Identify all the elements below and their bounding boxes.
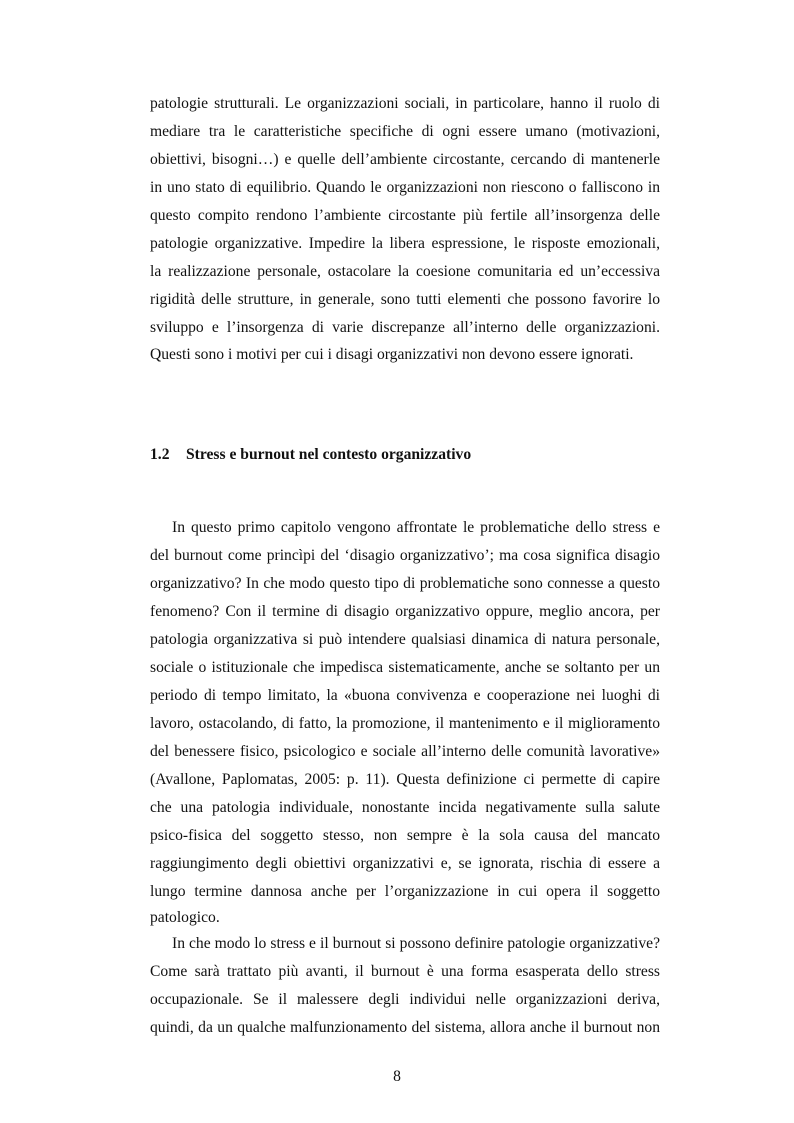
text-line: organizzativo? In che modo questo tipo di problematiche sono connesse a questo bbox=[150, 575, 660, 592]
text-line: Come sarà trattato più avanti, il burnout è una forma esasperata dello stress bbox=[150, 963, 660, 980]
text-line: (Avallone, Paplomatas, 2005: p. 11). Questa definizione ci permette di capire bbox=[150, 771, 660, 788]
text-line: periodo di tempo limitato, la «buona convivenza e cooperazione nei luoghi di bbox=[150, 687, 660, 704]
text-line: raggiungimento degli obiettivi organizzativi e, se ignorata, rischia di essere a bbox=[150, 855, 660, 872]
text-line: obiettivi, bisogni…) e quelle dell’ambiente circostante, cercando di mantenerle bbox=[150, 151, 660, 168]
text-line: fenomeno? Con il termine di disagio organizzativo oppure, meglio ancora, per bbox=[150, 603, 660, 620]
text-line: lavoro, ostacolando, di fatto, la promozione, il mantenimento e il miglioramento bbox=[150, 715, 660, 732]
text-line: del burnout come princìpi del ‘disagio organizzativo’; ma cosa significa disagio bbox=[150, 547, 660, 564]
text-line: In che modo lo stress e il burnout si possono definire patologie organizzative? bbox=[172, 935, 660, 952]
text-line: In questo primo capitolo vengono affrontate le problematiche dello stress e bbox=[172, 519, 660, 536]
text-line: patologia organizzativa si può intendere qualsiasi dinamica di natura personale, bbox=[150, 631, 660, 648]
text-line: rigidità delle strutture, in generale, sono tutti elementi che possono favorire lo bbox=[150, 291, 660, 308]
text-line: quindi, da un qualche malfunzionamento del sistema, allora anche il burnout non bbox=[150, 1019, 660, 1036]
text-line: in uno stato di equilibrio. Quando le organizzazioni non riescono o falliscono in bbox=[150, 179, 660, 196]
text-line: patologie strutturali. Le organizzazioni sociali, in particolare, hanno il ruolo di bbox=[150, 95, 660, 112]
text-line: patologico. bbox=[150, 909, 220, 926]
text-line: occupazionale. Se il malessere degli individui nelle organizzazioni deriva, bbox=[150, 991, 660, 1008]
text-line: Questi sono i motivi per cui i disagi organizzativi non devono essere ignorati. bbox=[150, 346, 634, 363]
text-line: la realizzazione personale, ostacolare la coesione comunitaria ed un’eccessiva bbox=[150, 263, 660, 280]
section-title: Stress e burnout nel contesto organizzativo bbox=[186, 446, 472, 463]
text-line: questo compito rendono l’ambiente circostante più fertile all’insorgenza delle bbox=[150, 207, 660, 224]
section-heading bbox=[150, 445, 471, 465]
page-number: 8 bbox=[393, 1068, 401, 1085]
text-line: lungo termine dannosa anche per l’organizzazione in cui opera il soggetto bbox=[150, 883, 660, 900]
section-number: 1.2 bbox=[150, 446, 170, 463]
text-line: psico-fisica del soggetto stesso, non sempre è la sola causa del mancato bbox=[150, 827, 660, 844]
text-line: sociale o istituzionale che impedisca sistematicamente, anche se soltanto per un bbox=[150, 659, 660, 676]
text-line: patologie organizzative. Impedire la libera espressione, le risposte emozionali, bbox=[150, 235, 660, 252]
text-line: mediare tra le caratteristiche specifiche di ogni essere umano (motivazioni, bbox=[150, 123, 660, 140]
text-line: che una patologia individuale, nonostante incida negativamente sulla salute bbox=[150, 799, 660, 816]
text-line: del benessere fisico, psicologico e sociale all’interno delle comunità lavorative» bbox=[150, 743, 660, 760]
text-line: sviluppo e l’insorgenza di varie discrepanze all’interno delle organizzazioni. bbox=[150, 319, 660, 336]
